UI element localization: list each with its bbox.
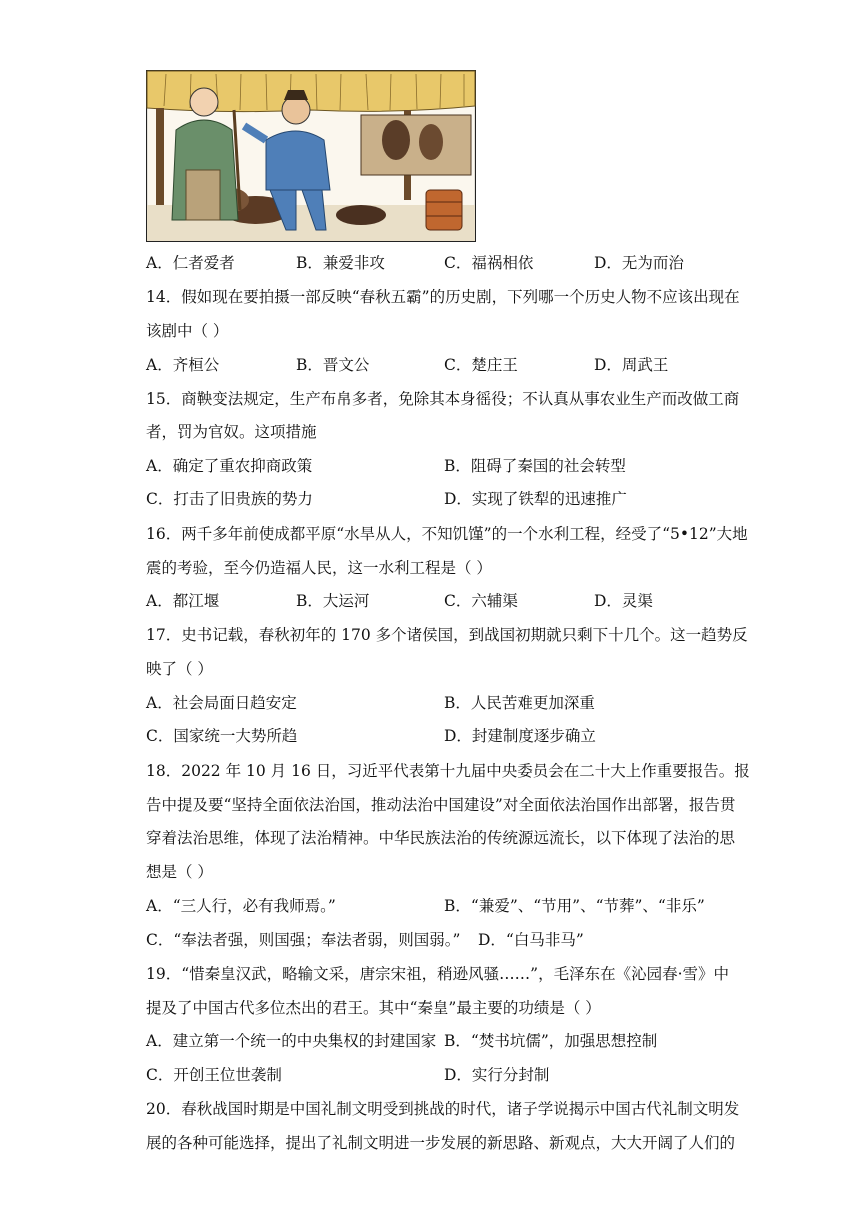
q13-option-c: C．福祸相依: [444, 254, 534, 272]
q19-option-d: D．实行分封制: [444, 1066, 550, 1084]
q16-option-c: C．六辅渠: [444, 592, 518, 610]
q16-option-d: D．灵渠: [594, 592, 653, 610]
q19-stem-line-1: 19．“惜秦皇汉武，略输文采，唐宗宋祖，稍逊风骚……”，毛泽东在《沁园春·雪》中: [146, 965, 730, 983]
q18-stem-line-1: 18．2022 年 10 月 16 日，习近平代表第十九届中央委员会在二十大上作重要报告。报: [146, 762, 750, 780]
q19-option-c: C．开创王位世袭制: [146, 1066, 282, 1084]
q13-option-a: A．仁者爱者: [146, 254, 235, 272]
q15-stem-line-2: 者，罚为官奴。这项措施: [146, 423, 317, 441]
q17-option-c: C．国家统一大势所趋: [146, 727, 298, 745]
q15-option-b: B．阻碍了秦国的社会转型: [444, 457, 626, 475]
q15-stem-line-1: 15．商鞅变法规定，生产布帛多者，免除其本身徭役；不认真从事农业生产而改做工商: [146, 390, 740, 408]
q17-stem-line-1: 17．史书记载，春秋初年的 170 多个诸侯国，到战国初期就只剩下十几个。这一趋势反: [146, 626, 748, 644]
q13-option-d: D．无为而治: [594, 254, 684, 272]
q16-option-a: A．都江堰: [146, 592, 220, 610]
q16-stem-line-1: 16．两千多年前使成都平原“水旱从人，不知饥馑”的一个水利工程，经受了“5•12”大地: [146, 525, 748, 543]
q20-stem-line-2: 展的各种可能选择，提出了礼制文明进一步发展的新思路、新观点，大大开阔了人们的: [146, 1134, 736, 1152]
q15-option-c: C．打击了旧贵族的势力: [146, 490, 313, 508]
q14-stem-line-2: 该剧中（ ）: [146, 322, 229, 340]
q15-option-a: A．确定了重农抑商政策: [146, 457, 313, 475]
q18-option-d: D．“白马非马”: [478, 931, 584, 949]
q18-option-c: C．“奉法者强，则国强；奉法者弱，则国弱。”: [146, 931, 461, 949]
q18-option-b: B．“兼爱”、“节用”、“节葬”、“非乐”: [444, 897, 705, 915]
q19-option-b: B．“焚书坑儒”，加强思想控制: [444, 1032, 658, 1050]
q14-option-c: C．楚庄王: [444, 356, 518, 374]
q20-stem-line-1: 20．春秋战国时期是中国礼制文明受到挑战的时代，诸子学说揭示中国古代礼制文明发: [146, 1100, 740, 1118]
q16-stem-line-2: 震的考验，至今仍造福人民，这一水利工程是（ ）: [146, 559, 492, 577]
q18-option-a: A．“三人行，必有我师焉。”: [146, 897, 336, 915]
question-illustration: [146, 70, 476, 242]
q13-option-b: B．兼爱非攻: [296, 254, 385, 272]
q14-stem-line-1: 14．假如现在要拍摄一部反映“春秋五霸”的历史剧，下列哪一个历史人物不应该出现在: [146, 288, 740, 306]
q19-stem-line-2: 提及了中国古代多位杰出的君王。其中“秦皇”最主要的功绩是（ ）: [146, 999, 601, 1017]
q17-option-b: B．人民苦难更加深重: [444, 694, 595, 712]
q18-stem-line-3: 穿着法治思维，体现了法治精神。中华民族法治的传统源远流长，以下体现了法治的思: [146, 829, 736, 847]
q14-option-d: D．周武王: [594, 356, 669, 374]
q14-option-a: A．齐桓公: [146, 356, 220, 374]
q18-stem-line-2: 告中提及要“坚持全面依法治国，推动法治中国建设”对全面依法治国作出部署，报告贯: [146, 796, 736, 814]
q17-stem-line-2: 映了（ ）: [146, 660, 213, 678]
q15-option-d: D．实现了铁犁的迅速推广: [444, 490, 627, 508]
q19-option-a: A．建立第一个统一的中央集权的封建国家: [146, 1032, 437, 1050]
q16-option-b: B．大运河: [296, 592, 370, 610]
q17-option-a: A．社会局面日趋安定: [146, 694, 297, 712]
q17-option-d: D．封建制度逐步确立: [444, 727, 596, 745]
q18-stem-line-4: 想是（ ）: [146, 863, 213, 881]
q14-option-b: B．晋文公: [296, 356, 370, 374]
